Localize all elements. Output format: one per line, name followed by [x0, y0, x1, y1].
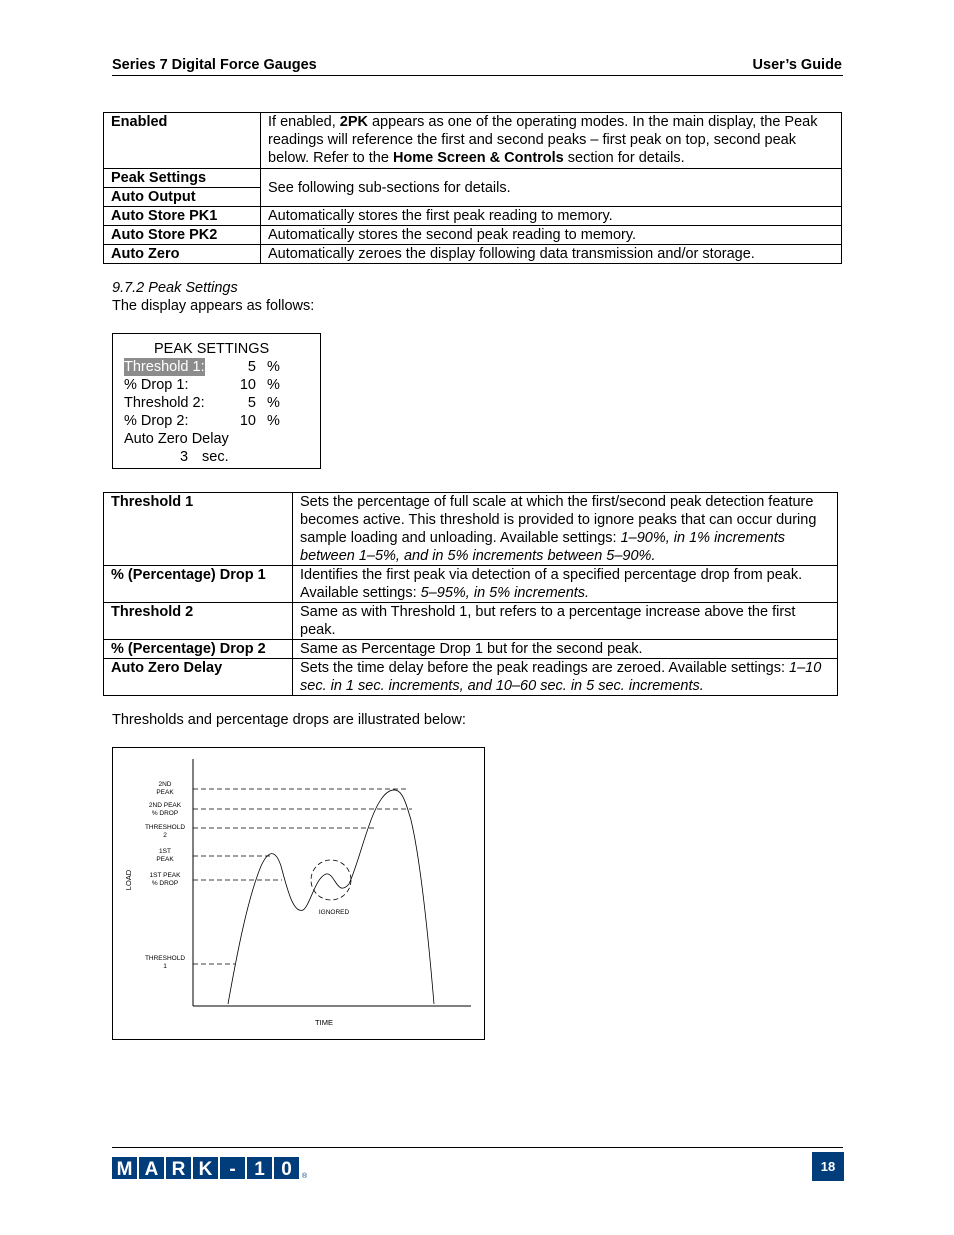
logo-letter: R — [171, 1159, 186, 1180]
table-desc: Identifies the first peak via detection of a specified percentage drop from peak. Available settings: 5–95%, in 5% increments. — [293, 566, 838, 603]
table-desc: Automatically stores the second peak reading to memory. — [261, 226, 842, 245]
table-desc: See following sub-sections for details. — [261, 169, 842, 207]
table-row — [104, 566, 838, 603]
table-row — [104, 113, 842, 169]
table-desc: Automatically zeroes the display following data transmission and/or storage. — [261, 245, 842, 264]
table-row — [104, 659, 838, 696]
label-threshold1-2: 1 — [163, 963, 167, 970]
header-guide-label: User’s Guide — [752, 57, 842, 73]
settings-table — [103, 112, 842, 264]
table-row — [104, 226, 842, 245]
logo-letter: - — [229, 1159, 236, 1180]
table-row — [104, 493, 838, 566]
table-key: Auto Zero Delay — [104, 659, 293, 696]
label-first-drop-2: % DROP — [151, 880, 179, 887]
display-row-label: Threshold 2: — [124, 395, 205, 411]
table-key: Enabled — [104, 113, 261, 169]
table-row — [104, 603, 838, 640]
table-key: Auto Store PK1 — [104, 207, 261, 226]
label-second-drop-2: % DROP — [151, 810, 179, 817]
ignored-region-circle — [311, 860, 351, 900]
display-row-value: 10 — [239, 377, 256, 393]
logo-letter: 1 — [254, 1159, 265, 1180]
logo-letter: A — [144, 1159, 159, 1180]
illustration-intro: Thresholds and percentage drops are illustrated below: — [112, 712, 466, 728]
display-row-value: 10 — [239, 413, 256, 429]
table-key: Threshold 2 — [104, 603, 293, 640]
page-number: 18 — [812, 1152, 844, 1181]
label-threshold1: THRESHOLD — [144, 955, 186, 962]
display-row-value: 5 — [247, 395, 256, 411]
label-second-peak-2: PEAK — [156, 789, 174, 796]
logo-letter: M — [116, 1159, 133, 1180]
table-key: Auto Store PK2 — [104, 226, 261, 245]
label-first-drop: 1ST PEAK — [149, 872, 181, 879]
display-row-unit: % — [267, 395, 280, 411]
table-row — [104, 169, 842, 188]
section-intro: The display appears as follows: — [112, 298, 315, 314]
table-desc: Automatically stores the first peak reading to memory. — [261, 207, 842, 226]
display-row-value: 5 — [247, 359, 256, 375]
table-key: % (Percentage) Drop 2 — [104, 640, 293, 659]
logo-letter: K — [198, 1159, 213, 1180]
display-delay-unit: sec. — [202, 449, 229, 465]
label-ignored: IGNORED — [318, 909, 350, 916]
label-first-peak-2: PEAK — [156, 856, 174, 863]
label-threshold2-2: 2 — [163, 832, 167, 839]
logo-letter: 0 — [281, 1159, 292, 1180]
y-axis-label: LOAD — [124, 869, 133, 891]
table-key: Peak Settings — [104, 169, 261, 188]
label-first-peak: 1ST — [159, 848, 171, 855]
logo-mark — [112, 1156, 308, 1180]
display-row-unit: % — [267, 359, 280, 375]
logo-registered-mark: ® — [302, 1173, 308, 1180]
table-key: Threshold 1 — [104, 493, 293, 566]
display-delay-label: Auto Zero Delay — [124, 431, 229, 447]
table-desc: Sets the time delay before the peak readings are zeroed. Available settings: 1–10 sec. in 1 sec. increments, and 10–60 sec. in 5 sec. increments. — [293, 659, 838, 696]
load-curve — [228, 790, 434, 1004]
peak-detection-figure — [112, 747, 485, 1040]
x-axis-label: TIME — [315, 1018, 333, 1027]
peak-settings-table — [103, 492, 838, 696]
mark-10-logo — [112, 1156, 308, 1185]
display-delay-value: 3 — [180, 449, 189, 465]
peak-settings-display — [112, 333, 321, 469]
display-row-unit: % — [267, 413, 280, 429]
table-row — [104, 640, 838, 659]
table-desc: Sets the percentage of full scale at which the first/second peak detection feature becomes active. This threshold is provided to ignore peaks that can occur during sample loading and unloading. Available settings: 1–90%, in 1% increments between 1–5%, and in 5% increments between 5–90%. — [293, 493, 838, 566]
footer-rule — [112, 1147, 843, 1148]
peak-diagram — [113, 748, 484, 1039]
label-second-drop: 2ND PEAK — [148, 802, 182, 809]
table-key: % (Percentage) Drop 1 — [104, 566, 293, 603]
display-title: PEAK SETTINGS — [154, 341, 270, 357]
section-heading: 9.7.2 Peak Settings — [112, 280, 238, 296]
header-rule — [112, 75, 843, 76]
table-desc: Same as with Threshold 1, but refers to a percentage increase above the first peak. — [293, 603, 838, 640]
table-desc: If enabled, 2PK appears as one of the operating modes. In the main display, the Peak readings will reference the first and second peaks – first peak on top, second peak below. Refer to the Home Screen & Controls section for details. — [261, 113, 842, 169]
display-row-unit: % — [267, 377, 280, 393]
label-threshold2: THRESHOLD — [144, 824, 186, 831]
header-title: Series 7 Digital Force Gauges — [112, 57, 317, 73]
table-key: Auto Zero — [104, 245, 261, 264]
table-key: Auto Output — [104, 188, 261, 207]
table-desc: Same as Percentage Drop 1 but for the second peak. — [293, 640, 838, 659]
table-row — [104, 207, 842, 226]
display-row-label: % Drop 1: — [124, 377, 189, 393]
display-row-label-selected: Threshold 1: — [124, 359, 205, 375]
label-second-peak: 2ND — [158, 781, 172, 788]
table-row — [104, 245, 842, 264]
display-row-label: % Drop 2: — [124, 413, 189, 429]
